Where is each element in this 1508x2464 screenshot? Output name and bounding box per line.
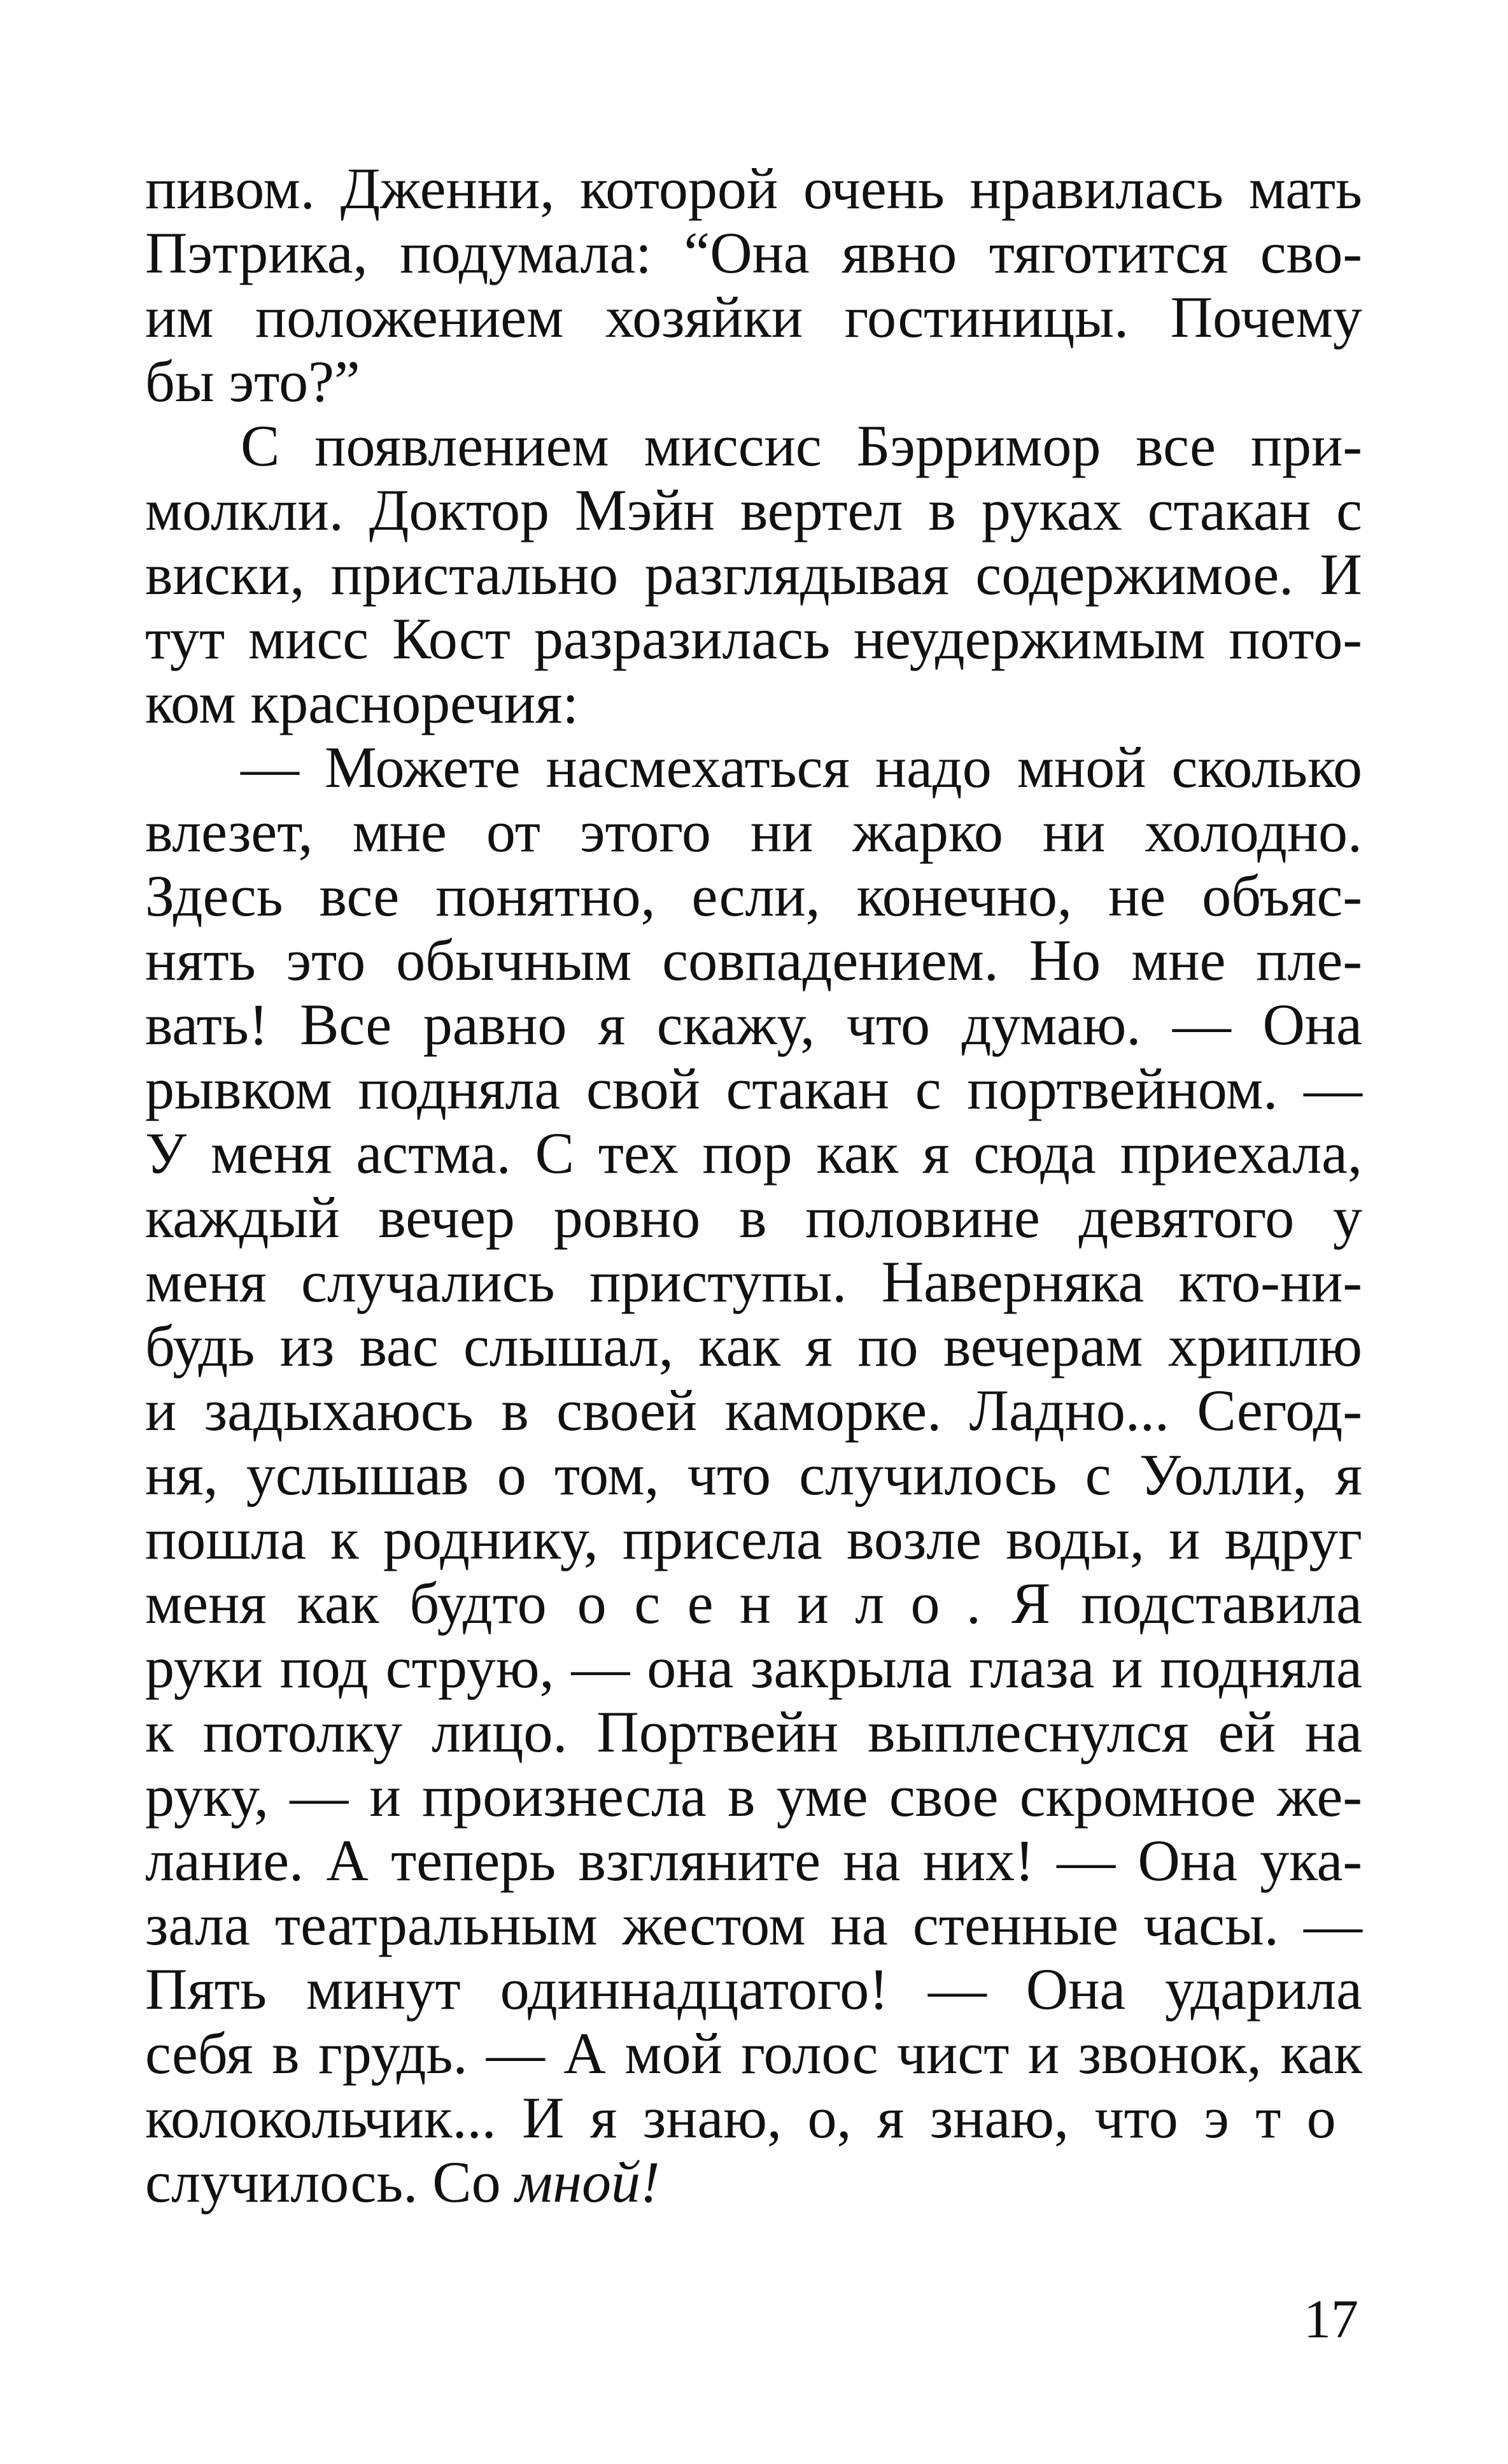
- text-line-a-0: пивом. Дженни, которой очень нравилась мать: [145, 156, 1362, 221]
- text-line-a-6: виски, пристально разглядывая содержимое. И: [145, 542, 1362, 607]
- text-line-a-15: У меня астма. С тех пор как я сюда приехала,: [145, 1121, 1362, 1186]
- text-line-b-0: руки под струю, — она закрыла глаза и подняла: [145, 1635, 1362, 1700]
- text-line-a-2: им положением хозяйки гостиницы. Почему: [145, 285, 1362, 350]
- text-block-middle: [145, 1636, 1362, 2086]
- text-line-a-8: ком красноречия:: [145, 670, 579, 735]
- text-line-b-5: Пять минут одиннадцатого! — Она ударила: [145, 1957, 1362, 2021]
- text-line-a-11: Здесь все понятно, если, конечно, не объяс-: [145, 863, 1362, 928]
- text-line-final: [145, 2150, 1362, 2214]
- text-block-top: [145, 157, 1362, 1571]
- spaced-line-1-before: меня как будто: [145, 1571, 577, 1636]
- text-line-a-3: бы это?”: [145, 349, 360, 414]
- page-number: 17: [1304, 2288, 1358, 2349]
- spaced-line-1-after: . Я подставила: [966, 1571, 1363, 1636]
- text-line-a-16: каждый вечер ровно в половине девятого у: [145, 1185, 1362, 1250]
- text-line-a-21: пошла к роднику, присела возле воды, и вдруг: [145, 1506, 1362, 1571]
- final-line-before: случилось. Со: [145, 2149, 516, 2214]
- text-line-spaced-2: [145, 2086, 1362, 2150]
- text-line-a-4: С появлением миссис Бэрримор все при-: [241, 413, 1362, 478]
- text-line-b-1: к потолку лицо. Портвейн выплеснулся ей на: [145, 1699, 1362, 1764]
- text-line-a-7: тут мисс Кост разразилась неудержимым пото-: [145, 606, 1362, 671]
- text-line-a-14: рывком подняла свой стакан с портвейном. —: [145, 1056, 1362, 1121]
- text-line-spaced-1: [145, 1571, 1362, 1636]
- text-line-a-10: влезет, мне от этого ни жарко ни холодно.: [145, 799, 1362, 864]
- text-line-b-6: себя в грудь. — А мой голос чист и звонок, как: [145, 2021, 1362, 2086]
- spaced-word-eto: это: [1204, 2085, 1362, 2150]
- text-line-a-17: меня случались приступы. Наверняка кто-ни-: [145, 1249, 1362, 1314]
- text-line-b-4: зала театральным жестом на стенные часы. —: [145, 1892, 1362, 1957]
- text-line-a-1: Пэтрика, подумала: “Она явно тяготится сво-: [145, 220, 1362, 285]
- spaced-word-osenilo: осенило: [577, 1571, 966, 1636]
- text-line-a-9: — Можете насмехаться надо мной сколько: [241, 735, 1362, 800]
- text-line-b-2: руку, — и произнесла в уме свое скромное же-: [145, 1764, 1362, 1829]
- spaced-line-2-before: колокольчик... И я знаю, о, я знаю, что: [145, 2085, 1204, 2150]
- text-line-a-20: ня, услышав о том, что случилось с Уолли, я: [145, 1442, 1362, 1507]
- final-italic-word: мной!: [515, 2149, 660, 2214]
- text-line-a-5: молкли. Доктор Мэйн вертел в руках стакан с: [145, 478, 1362, 542]
- book-page-text: [145, 157, 1362, 2214]
- text-line-a-13: вать! Все равно я скажу, что думаю. — Она: [145, 992, 1362, 1057]
- text-line-a-12: нять это обычным совпадением. Но мне пле-: [145, 928, 1362, 993]
- text-line-a-18: будь из вас слышал, как я по вечерам хриплю: [145, 1313, 1362, 1378]
- text-line-b-3: лание. А теперь взгляните на них! — Она ука-: [145, 1828, 1362, 1893]
- text-line-a-19: и задыхаюсь в своей каморке. Ладно... Сегод-: [145, 1378, 1362, 1443]
